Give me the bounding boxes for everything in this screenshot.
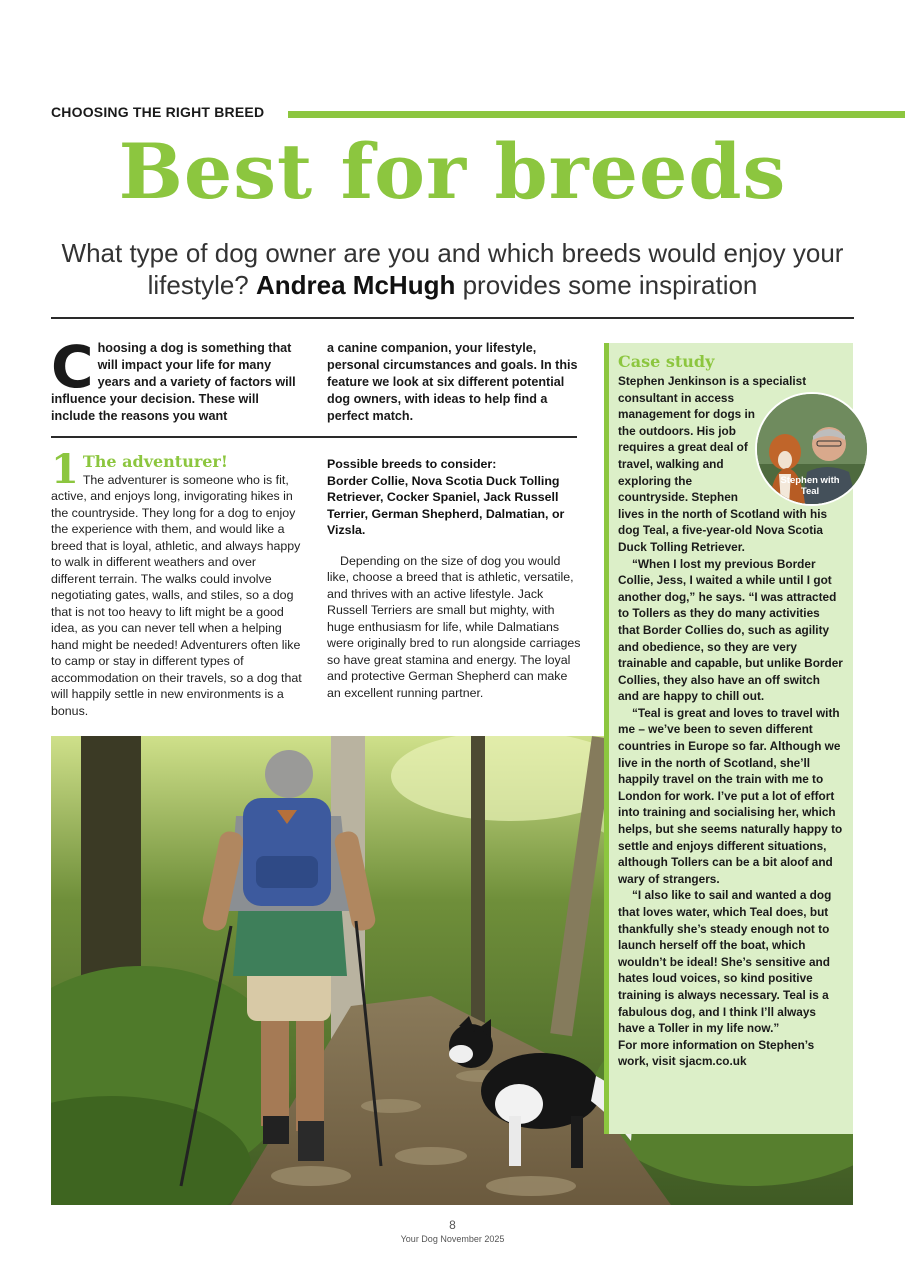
page-title: Best for breeds — [118, 127, 787, 216]
standfirst — [40, 237, 865, 301]
intro-left-column — [51, 333, 301, 425]
more-info-text: For more information on Stephen’s work, visit — [618, 1037, 815, 1069]
page-number: 8 — [449, 1218, 456, 1232]
case-study-accent-bar — [604, 343, 609, 1134]
more-info — [618, 1037, 844, 1070]
issue-label: Your Dog November 2025 — [400, 1234, 505, 1244]
breeds-body: Depending on the size of dog you would like, choose a breed that is athletic, versatile, and thrives with an active lifestyle. Jack Russell Terriers are small but mighty, with huge enthusiasm for life, while Dalmatians were originally bred to run alongside carriages so have great stamina and energy. The loyal and protective German Shepherd can make an excellent running partner. — [327, 553, 581, 700]
section-divider — [51, 436, 577, 438]
section-rule — [288, 111, 905, 118]
author-name: Andrea McHugh — [256, 270, 456, 300]
breeds-list: Border Collie, Nova Scotia Duck Tolling Retriever, Cocker Spaniel, Jack Russell Terrier, German Shepherd, Dalmatian, or Vizsla. — [327, 473, 565, 537]
section-heading: The adventurer! — [82, 452, 228, 471]
breeds-column — [327, 456, 582, 701]
photo-caption: Stephen with Teal — [780, 475, 840, 497]
header-divider — [51, 317, 854, 319]
adventurer-column — [51, 446, 303, 719]
section-label: CHOOSING THE RIGHT BREED — [51, 104, 265, 120]
drop-cap: C — [51, 333, 94, 401]
intro-right-column: a canine companion, your lifestyle, personal circumstances and goals. In this feature we look at six different potential dog owners, with ideas to help find a perfect match. — [327, 341, 578, 423]
standfirst-lead: What type of dog owner are you and which breeds would enjoy your lifestyle? — [61, 238, 844, 300]
intro-left-text: hoosing a dog is something that will impact your life for many years and a variety of factors will influence your decision. These will include the reasons you want — [51, 341, 296, 423]
case-paragraph: “Teal is great and loves to travel with me – we’ve been to seven different countries in Europe so far. Although we live in the north of Scotland, she’ll happily travel on the train with me to London for work. I’ve put a lot of effort into training and socialising her, which helps, but she seems naturally happy to settle and enjoys different situations, although Tollers can be a bit aloof and wary of strangers. — [618, 705, 843, 886]
case-paragraph: “When I lost my previous Border Collie, Jess, I waited a while until I got another dog,” he says. “I was attracted to Tollers as they do many activities that Border Collies do, such as agility and obedience, so they are very trainable and capable, but unlike Border Collies, they also have an off switch and are happy to chill out. — [618, 556, 843, 704]
case-paragraph: Stephen Jenkinson is a specialist consultant in access management for dogs in the outdoors. His job requires a great deal of travel, walking and exploring the countryside. Stephen lives in the north of Scotland with his dog Teal, a five-year-old Nova Scotia Duck Tolling Retriever. — [618, 374, 828, 554]
case-paragraph: “I also like to sail and wanted a dog that loves water, which Teal does, but thankfully she’s steady enough not to launch herself off the boat, which wouldn’t be ideal! She’s sensitive and hates loud voices, so kind positive training is always necessary. Teal is a fabulous dog, and I think I’ll always have a Toller in my life now.” — [618, 888, 832, 1036]
standfirst-tail: provides some inspiration — [462, 270, 758, 300]
website-link[interactable]: sjacm.co.uk — [678, 1054, 747, 1069]
adventurer-body: The adventurer is someone who is fit, active, and enjoys long, invigorating hikes in the countryside. They long for a dog to enjoy the experience with them, and would like a breed that is loyal, athletic, and always happy to walk in different weathers and over different terrain. The walks could involve negotiating gates, walls, and stiles, so a dog that is not too heavy to lift might be a good idea, as you can never tell when a helping hand might be needed! Adventurers often like to camp or stay in different types of accommodation on their travels, so a dog that will happily settle in new environments is a bonus. — [51, 472, 302, 718]
section-number: 1 — [51, 446, 79, 493]
case-study-title: Case study — [618, 352, 715, 371]
breeds-label: Possible breeds to consider: — [327, 457, 497, 471]
